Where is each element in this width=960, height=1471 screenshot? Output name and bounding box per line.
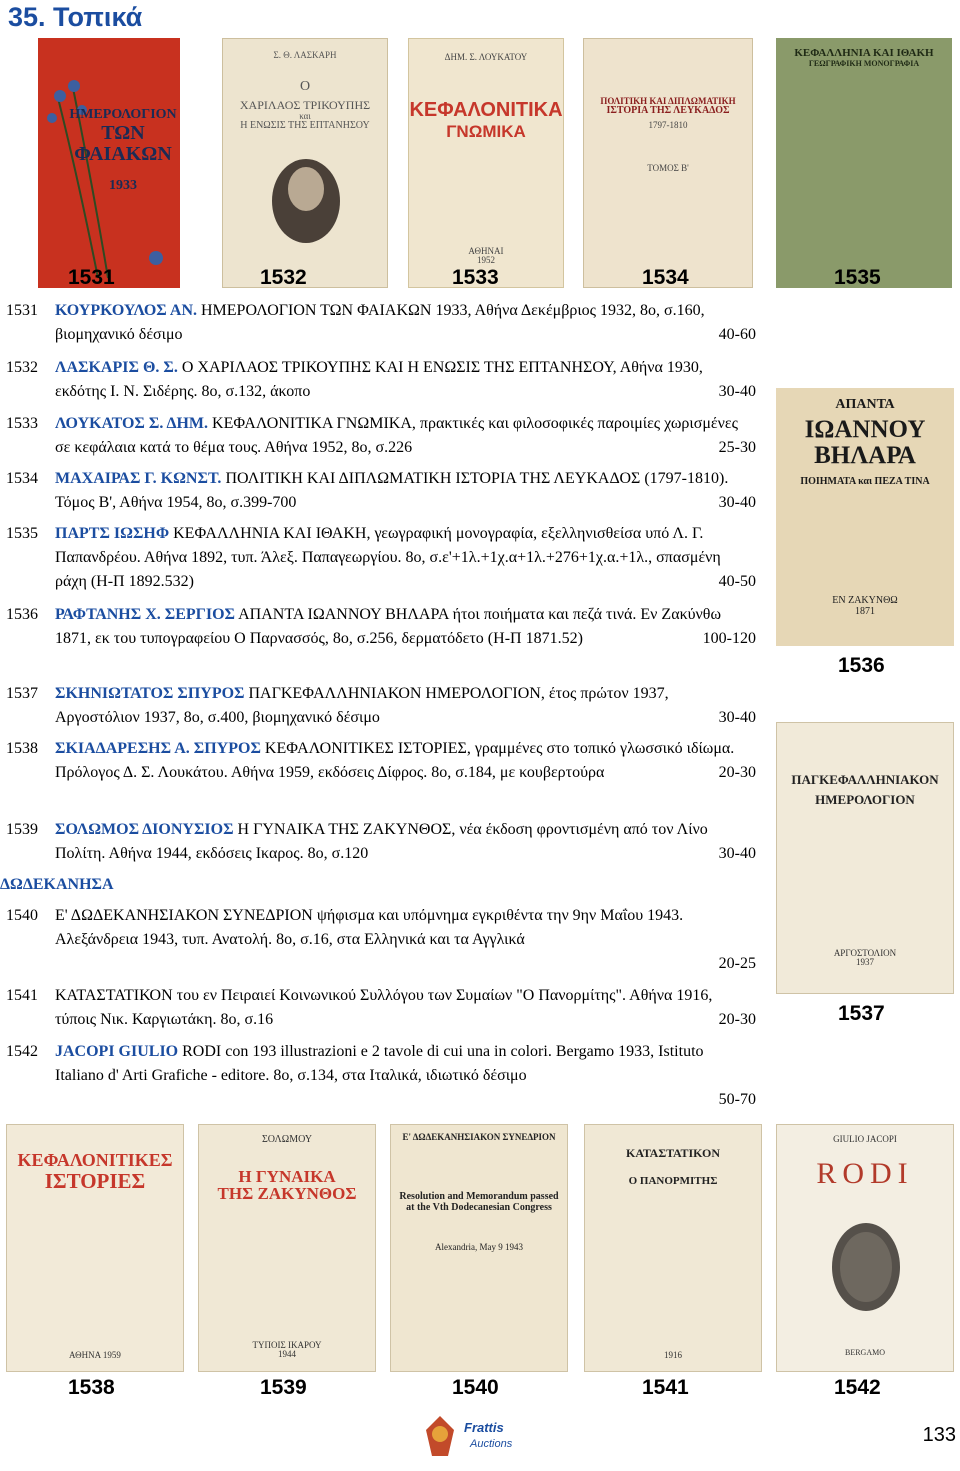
lot-author: ΛΟΥΚΑΤΟΣ Σ. ΔΗΜ. (55, 415, 209, 432)
cover-line: 1937 (856, 957, 874, 968)
lot-author: ΣΚΗΝΙΩΤΑΤΟΣ ΣΠΥΡΟΣ (55, 685, 245, 702)
lot-price: 30-40 (718, 494, 756, 511)
frattis-auctions-logo (420, 1410, 532, 1466)
lot-description: Ε' ΔΩΔΕΚΑΝΗΣΙΑΚΟΝ ΣΥΝΕΔΡΙΟΝ ψήφισμα και υπόμνημα εγκριθέντα την 9ην Μαΐου 1943. Αλεξάνδρεια 1943, τυπ. Ανατολή. 8ο, σ.16, στα Ελληνικά και τα Αγγλικά (55, 907, 684, 948)
cover-line: ΚΑΤΑΣΤΑΤΙΚΟΝ (625, 1146, 720, 1160)
lot-price: 30-40 (718, 709, 756, 726)
cover-line: ΚΕΦΑΛΟΝΙΤΙΚΑ (409, 99, 563, 122)
cover-image-1542 (776, 1124, 954, 1372)
cover-image-1531 (38, 38, 180, 288)
lot-number: 1532 (6, 359, 38, 376)
cover-line: ΙΩΑΝΝΟΥ ΒΗΛΑΡΑ (804, 415, 926, 469)
portrait-illustration-icon (223, 39, 388, 288)
cover-line: ΤΩΝ ΦΑΙΑΚΩΝ (74, 121, 172, 165)
lot-author: ΛΑΣΚΑΡΙΣ Θ. Σ. (55, 359, 178, 376)
cover-line: ΤΟΜΟΣ Β' (647, 163, 689, 174)
lot-number: 1534 (6, 470, 38, 487)
section-title: ΔΩΔΕΚΑΝΗΣΑ (0, 876, 114, 893)
cover-line: ΗΜΕΡΟΛΟΓΙΟΝ (815, 791, 915, 807)
cover-line: ΚΕΦΑΛΛΗΝΙΑ ΚΑΙ ΙΘΑΚΗ (794, 47, 934, 59)
lot-author: ΚΟΥΡΚΟΥΛΟΣ ΑΝ. (55, 302, 197, 319)
cover-line: ΠΟΙΗΜΑΤΑ και ΠΕΖΑ ΤΙΝΑ (800, 476, 930, 488)
lot-entry (6, 682, 756, 730)
lot-entry (6, 737, 756, 785)
lot-number-label: 1533 (452, 266, 499, 289)
seal-illustration-icon (777, 1125, 954, 1372)
lot-number: 1537 (6, 685, 38, 702)
lot-number-label: 1537 (838, 1002, 885, 1025)
cover-image-1533 (408, 38, 564, 288)
lot-description: ΠΟΛΙΤΙΚΗ ΚΑΙ ΔΙΠΛΩΜΑΤΙΚΗ ΙΣΤΟΡΙΑ ΤΗΣ ΛΕΥΚΑΔΟΣ (1797-1810). Τόμος Β', Αθήνα 1954, 8ο, σ.399-700 (55, 470, 729, 511)
lot-entry (6, 603, 756, 651)
cover-image-1539 (198, 1124, 376, 1372)
lot-number: 1541 (6, 987, 38, 1004)
cover-line: Η ΓΥΝΑΙΚΑ (238, 1166, 336, 1186)
lot-description: ΚΕΦΑΛΟΝΙΤΙΚΑ ΓΝΩΜΙΚΑ, πρακτικές και φιλοσοφικές παροιμίες χωρισμένες σε κεφάλαια κατά το θέμα τους. Αθήνα 1952, 8ο, σ.226 (55, 415, 738, 456)
cover-line: BERGAMO (844, 1348, 885, 1357)
cover-image-1536 (776, 388, 954, 646)
lot-price: 40-60 (718, 326, 756, 343)
lot-author: ΜΑΧΑΙΡΑΣ Γ. ΚΩΝΣΤ. (55, 470, 222, 487)
cover-line: ΑΡΓΟΣΤΟΛΙΟΝ (833, 948, 897, 958)
page-heading: 35. Τοπικά (8, 2, 143, 32)
lot-number-label: 1535 (834, 266, 881, 289)
cover-line: ΔΗΜ. Σ. ΛΟΥΚΑΤΟΥ (444, 52, 528, 62)
lot-author: ΣΚΙΑΔΑΡΕΣΗΣ Α. ΣΠΥΡΟΣ (55, 740, 261, 757)
lot-number: 1531 (6, 302, 38, 319)
lot-description: ΠΑΓΚΕΦΑΛΛΗΝΙΑΚΟΝ ΗΜΕΡΟΛΟΓΙΟΝ, έτος πρώτον 1937, Αργοστόλιον 1937, 8ο, σ.400, βιομηχανικό δέσιμο (55, 685, 669, 726)
cover-line: ΗΜΕΡΟΛΟΓΙΟΝ (69, 107, 177, 122)
cover-image-1535 (776, 38, 952, 288)
lot-author: ΡΑΦΤΑΝΗΣ Χ. ΣΕΡΓΙΟΣ (55, 606, 235, 623)
cover-line: ΤΗΣ ΖΑΚΥΝΘΟΣ (217, 1184, 357, 1204)
cover-line: 1871 (855, 605, 875, 617)
lot-number-label: 1531 (68, 266, 115, 289)
lot-entry (6, 299, 756, 347)
cover-line: ΑΠΑΝΤΑ (835, 397, 895, 412)
lot-number: 1533 (6, 415, 38, 432)
cover-line: ΑΘΗΝΑ 1959 (69, 1350, 121, 1360)
lot-number-label: 1538 (68, 1376, 115, 1399)
lot-description: Η ΓΥΝΑΙΚΑ ΤΗΣ ΖΑΚΥΝΘΟΣ, νέα έκδοση φροντισμένη από τον Λίνο Πολίτη. Αθήνα 1944, εκδόσεις Ικαρος. 8ο, σ.120 (55, 821, 708, 862)
lot-price: 20-30 (718, 1011, 756, 1028)
cover-line: Alexandria, May 9 1943 (435, 1242, 523, 1253)
cover-line: ΙΣΤΟΡΙΑ ΤΗΣ ΛΕΥΚΑΔΟΣ (606, 105, 730, 117)
cover-line: 1952 (477, 255, 495, 266)
cover-image-1534 (583, 38, 753, 288)
cover-image-1538 (6, 1124, 184, 1372)
lot-author: ΠΑΡΤΣ ΙΩΣΗΦ (55, 525, 170, 542)
lot-entry (6, 522, 756, 594)
cover-line: Ε' ΔΩΔΕΚΑΝΗΣΙΑΚΟΝ ΣΥΝΕΔΡΙΟΝ (402, 1132, 556, 1142)
lot-description: Ο ΧΑΡΙΛΑΟΣ ΤΡΙΚΟΥΠΗΣ ΚΑΙ Η ΕΝΩΣΙΣ ΤΗΣ ΕΠΤΑΝΗΣΟΥ, Αθήνα 1930, εκδότης Ι. Ν. Σιδέρης. 8ο, σ.132, άκοπο (55, 359, 703, 400)
cover-line: Resolution and Memorandum passed (399, 1191, 559, 1203)
cover-line: 1797-1810 (648, 119, 688, 130)
lot-number-label: 1541 (642, 1376, 689, 1399)
lot-description: ΚΕΦΑΛΟΝΙΤΙΚΕΣ ΙΣΤΟΡΙΕΣ, γραμμένες στο τοπικό γλωσσικό ιδίωμα. Πρόλογος Δ. Σ. Λουκάτου. Αθήνα 1959, εκδόσεις Δίφρος. 8ο, σ.184, με κουβερτούρα (55, 740, 735, 781)
cover-line: ΣΟΛΩΜΟΥ (261, 1134, 313, 1145)
cover-line: ΤΥΠΟΙΣ ΙΚΑΡΟΥ (252, 1340, 322, 1350)
cover-line: ΙΣΤΟΡΙΕΣ (44, 1168, 146, 1193)
cover-line: ΧΑΡΙΛΑΟΣ ΤΡΙΚΟΥΠΗΣ (239, 98, 371, 113)
lot-entry (6, 1040, 756, 1112)
cover-line: Η ΕΝΩΣΙΣ ΤΗΣ ΕΠΤΑΝΗΣΟΥ (240, 120, 370, 132)
lot-number-label: 1542 (834, 1376, 881, 1399)
lot-description: RODI con 193 illustrazioni e 2 tavole di cui una in colori. Bergamo 1933, Istituto Italiano d' Arti Grafiche - editore. 8ο, σ.134, στα Ιταλικά, ιδιωτικό δέσιμο (55, 1043, 704, 1084)
cover-line: 1933 (109, 177, 137, 193)
lot-entry (6, 984, 756, 1032)
cover-line: ΓΝΩΜΙΚΑ (446, 122, 526, 142)
cover-line: at the Vth Dodecanesian Congress (406, 1201, 552, 1213)
lot-entry (6, 904, 756, 976)
lot-price: 30-40 (718, 383, 756, 400)
cover-image-1540 (390, 1124, 568, 1372)
cover-line: Ο (299, 79, 311, 95)
lot-entry (6, 467, 756, 515)
cover-line: RODI (816, 1157, 914, 1191)
lot-price: 30-40 (718, 845, 756, 862)
lot-number: 1536 (6, 606, 38, 623)
lot-entry (6, 412, 756, 460)
lot-description: ΚΑΤΑΣΤΑΤΙΚΟΝ του εν Πειραιεί Κοινωνικού Συλλόγου των Συμαίων "Ο Πανορμίτης". Αθήνα 1916, τύποις Νικ. Καργιωτάκη. 8ο, σ.16 (55, 987, 713, 1028)
cover-line: ΑΘΗΝΑΙ (468, 246, 504, 256)
lot-price: 20-30 (718, 764, 756, 781)
lot-author: ΣΟΛΩΜΟΣ ΔΙΟΝΥΣΙΟΣ (55, 821, 234, 838)
lot-price: 50-70 (718, 1091, 756, 1108)
lot-description: ΑΠΑΝΤΑ ΙΩΑΝΝΟΥ ΒΗΛΑΡΑ ήτοι ποιήματα και πεζά τινά. Εν Ζακύνθω 1871, εκ του τυπογραφείου Ο Παρνασσός, 8ο, σ.256, δερματόδετο (Η-Π 1871.52) (55, 606, 721, 647)
logo-emblem-icon (420, 1412, 460, 1464)
lot-price: 25-30 (718, 439, 756, 456)
cover-line: 1944 (278, 1349, 296, 1360)
lot-price: 40-50 (718, 573, 756, 590)
lot-entry (6, 818, 756, 866)
cover-line: ΕΝ ΖΑΚΥΝΘΩ (832, 595, 898, 606)
cover-line: Ο ΠΑΝΟΡΜΙΤΗΣ (628, 1174, 718, 1187)
page-number: 133 (922, 1424, 956, 1446)
lot-number-label: 1540 (452, 1376, 499, 1399)
cover-line: Σ. Θ. ΛΑΣΚΑΡΗ (273, 50, 337, 60)
lot-price: 20-25 (718, 955, 756, 972)
logo-text-line1: Frattis (464, 1420, 504, 1435)
lot-number: 1540 (6, 907, 38, 924)
lot-number-label: 1534 (642, 266, 689, 289)
lot-number: 1542 (6, 1043, 38, 1060)
lot-description: ΚΕΦΑΛΛΗΝΙΑ ΚΑΙ ΙΘΑΚΗ, γεωγραφική μονογραφία, εξελληνισθείσα υπό Λ. Γ. Παπανδρέου. Αθήνα 1892, τυπ. Άλεξ. Παπαγεωργίου. 8ο, σ.ε'+1λ.+1χ.α+1λ.+276+1χ.α.+1λ., σπασμένη ράχη (Η-Π 1892.532) (55, 525, 721, 590)
cover-line: 1916 (664, 1350, 682, 1360)
lot-entry (6, 356, 756, 404)
lot-author: JACOPI GIULIO (55, 1043, 179, 1060)
cover-line: ΚΕΦΑΛΟΝΙΤΙΚΕΣ (17, 1150, 173, 1170)
cover-line: ΠΑΓΚΕΦΑΛΛΗΝΙΑΚΟΝ (791, 772, 939, 787)
cover-image-1541 (584, 1124, 762, 1372)
cover-line: και (299, 110, 311, 121)
cover-line: GIULIO JACOPI (833, 1134, 897, 1144)
lot-number-label: 1532 (260, 266, 307, 289)
lot-price: 100-120 (702, 630, 756, 647)
cover-line: ΠΟΛΙΤΙΚΗ ΚΑΙ ΔΙΠΛΩΜΑΤΙΚΗ (600, 96, 736, 106)
lot-number-label: 1539 (260, 1376, 307, 1399)
cover-image-1537 (776, 722, 954, 994)
lot-number: 1535 (6, 525, 38, 542)
lot-description: ΗΜΕΡΟΛΟΓΙΟΝ ΤΩΝ ΦΑΙΑΚΩΝ 1933, Αθήνα Δεκέμβριος 1932, 8ο, σ.160, βιομηχανικό δέσιμο (55, 302, 705, 343)
lot-number: 1539 (6, 821, 38, 838)
logo-text-line2: Auctions (470, 1438, 513, 1450)
lot-number-label: 1536 (838, 654, 885, 677)
cover-line: ΓΕΩΓΡΑΦΙΚΗ ΜΟΝΟΓΡΑΦΙΑ (808, 58, 920, 68)
cover-image-1532 (222, 38, 388, 288)
lot-number: 1538 (6, 740, 38, 757)
